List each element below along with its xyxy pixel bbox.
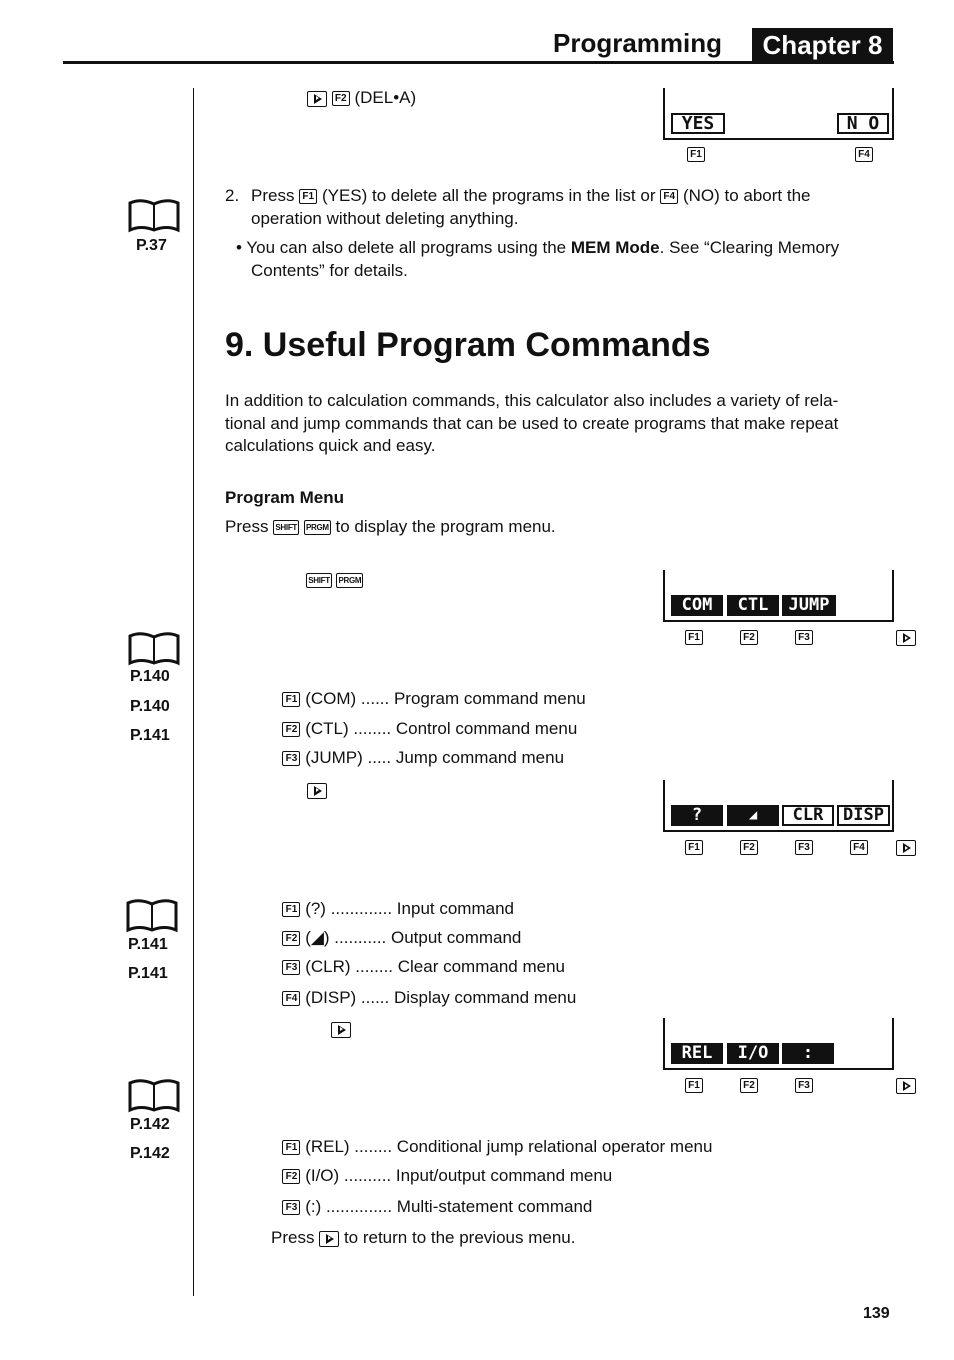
book-icon bbox=[127, 1079, 181, 1113]
prgm-key-icon: PRGM bbox=[336, 573, 363, 588]
menu3-item-text: (:) .............. Multi-statement command bbox=[305, 1197, 593, 1216]
bullet-text-a: You can also delete all programs using the bbox=[246, 238, 571, 257]
f2-key-icon: F2 bbox=[740, 1078, 758, 1093]
lcd-screen-program-menu bbox=[663, 570, 894, 622]
intro-line-1: In addition to calculation commands, this calculator also includes a variety of rela- bbox=[225, 391, 839, 410]
f3-key-icon: F3 bbox=[795, 630, 813, 645]
menu2-item bbox=[273, 965, 576, 1009]
margin-rule bbox=[193, 88, 194, 1296]
f1-key-icon: F1 bbox=[687, 147, 705, 162]
com-softkey-label: COM bbox=[671, 595, 723, 616]
right-arrow-key-icon bbox=[896, 840, 916, 856]
right-arrow-key-icon bbox=[307, 783, 327, 799]
bullet-mem-mode bbox=[236, 236, 839, 259]
page-ref-link[interactable]: P.140 bbox=[130, 698, 170, 715]
f1-key-icon: F1 bbox=[282, 902, 300, 917]
lcd-screen-more-menu bbox=[663, 1018, 894, 1070]
right-arrow-key-icon bbox=[896, 630, 916, 646]
f2-key-icon: F2 bbox=[282, 722, 300, 737]
menu2-item-text: (DISP) ...... Display command menu bbox=[305, 988, 577, 1007]
right-arrow-key-icon bbox=[307, 91, 327, 107]
right-arrow-key-icon bbox=[331, 1022, 351, 1038]
menu1-item-text: (JUMP) ..... Jump command menu bbox=[305, 748, 565, 767]
shift-key-icon: SHIFT bbox=[273, 520, 299, 535]
f1-key-icon: F1 bbox=[282, 1140, 300, 1155]
f3-key-icon: F3 bbox=[282, 1200, 300, 1215]
f3-key-icon: F3 bbox=[282, 751, 300, 766]
menu2-item-text: (?) ............. Input command bbox=[305, 899, 514, 918]
return-rest: to return to the previous menu. bbox=[343, 1228, 576, 1247]
f4-key-icon: F4 bbox=[282, 991, 300, 1006]
multistatement-softkey-label: : bbox=[782, 1043, 834, 1064]
press-label: Press bbox=[225, 517, 269, 536]
f2-key-icon: F2 bbox=[740, 840, 758, 855]
page-ref-link[interactable]: P.37 bbox=[136, 237, 167, 254]
step-2-yes-text: (YES) to delete all the programs in the list or bbox=[321, 186, 656, 205]
f4-key-icon: F4 bbox=[855, 147, 873, 162]
right-arrow-key-icon bbox=[896, 1078, 916, 1094]
menu2-item-text: (CLR) ........ Clear command menu bbox=[305, 957, 565, 976]
f3-key-icon: F3 bbox=[282, 960, 300, 975]
step-2-press: Press bbox=[251, 186, 295, 205]
output-softkey-label: ◢ bbox=[727, 805, 779, 826]
clr-softkey-label: CLR bbox=[782, 805, 834, 826]
f2-key-icon: F2 bbox=[282, 931, 300, 946]
page-ref-link[interactable]: P.141 bbox=[130, 727, 170, 744]
page-ref-link[interactable]: P.140 bbox=[130, 668, 170, 685]
f3-key-icon: F3 bbox=[795, 1078, 813, 1093]
f1-key-icon: F1 bbox=[685, 840, 703, 855]
program-menu-instruction bbox=[225, 515, 556, 538]
step-2-line-2: operation without deleting anything. bbox=[251, 209, 519, 228]
input-softkey-label: ? bbox=[671, 805, 723, 826]
no-softkey-label: N O bbox=[837, 113, 889, 134]
intro-line-2: tional and jump commands that can be used to create programs that make repeat bbox=[225, 414, 839, 433]
right-arrow-key-icon bbox=[319, 1231, 339, 1247]
bullet-icon: • bbox=[236, 238, 242, 257]
lcd-screen-command-menu bbox=[663, 780, 894, 832]
menu3-item bbox=[273, 1174, 592, 1218]
book-icon bbox=[127, 199, 181, 233]
instruction-rest: to display the program menu. bbox=[335, 517, 556, 536]
f3-key-icon: F3 bbox=[795, 840, 813, 855]
f2-key-icon: F2 bbox=[740, 630, 758, 645]
menu2-item-text: (◢) ........... Output command bbox=[305, 928, 522, 947]
step-2-no-text: (NO) to abort the bbox=[682, 186, 811, 205]
menu3-item-text: (REL) ........ Conditional jump relational operator menu bbox=[305, 1137, 713, 1156]
disp-softkey-label: DISP bbox=[837, 805, 890, 826]
page-ref-link[interactable]: P.142 bbox=[130, 1145, 170, 1162]
menu1-item-text: (COM) ...... Program command menu bbox=[305, 689, 586, 708]
page-number: 139 bbox=[863, 1305, 890, 1322]
step-2-line-1 bbox=[251, 184, 894, 207]
page-ref-link[interactable]: P.141 bbox=[128, 936, 168, 953]
lcd-screen-confirm bbox=[663, 88, 894, 140]
f1-key-icon: F1 bbox=[299, 189, 317, 204]
f1-key-icon: F1 bbox=[685, 1078, 703, 1093]
menu3-item-text: (I/O) .......... Input/output command menu bbox=[305, 1166, 613, 1185]
press-label: Press bbox=[271, 1228, 315, 1247]
f1-key-icon: F1 bbox=[282, 692, 300, 707]
ctl-softkey-label: CTL bbox=[727, 595, 779, 616]
book-icon bbox=[125, 899, 179, 933]
del-all-label: (DEL•A) bbox=[354, 88, 417, 107]
yes-softkey-label: YES bbox=[671, 113, 725, 134]
f4-key-icon: F4 bbox=[660, 189, 678, 204]
io-softkey-label: I/O bbox=[727, 1043, 779, 1064]
f4-key-icon: F4 bbox=[850, 840, 868, 855]
rel-softkey-label: REL bbox=[671, 1043, 723, 1064]
chapter-label: Chapter 8 bbox=[752, 28, 893, 62]
header-rule bbox=[63, 61, 894, 64]
f2-key-icon: F2 bbox=[332, 91, 350, 106]
page-ref-link[interactable]: P.142 bbox=[130, 1116, 170, 1133]
program-menu-heading: Program Menu bbox=[225, 488, 345, 507]
book-icon bbox=[127, 632, 181, 666]
shift-prgm-keystroke bbox=[306, 572, 363, 590]
jump-softkey-label: JUMP bbox=[782, 595, 836, 616]
bullet-text-b: . See “Clearing Memory bbox=[659, 238, 840, 257]
section-heading: 9. Useful Program Commands bbox=[225, 326, 711, 364]
step-2-number: 2. bbox=[225, 186, 240, 205]
f2-key-icon: F2 bbox=[282, 1169, 300, 1184]
mem-mode-term: MEM Mode bbox=[570, 238, 660, 257]
return-instruction bbox=[271, 1226, 575, 1249]
f1-key-icon: F1 bbox=[685, 630, 703, 645]
section-title: Programming bbox=[553, 28, 723, 58]
menu1-item-text: (CTL) ........ Control command menu bbox=[305, 719, 578, 738]
shift-key-icon: SHIFT bbox=[306, 573, 332, 588]
prgm-key-icon: PRGM bbox=[304, 520, 331, 535]
delete-all-keystroke bbox=[307, 86, 416, 109]
menu1-item bbox=[273, 725, 564, 769]
page-ref-link[interactable]: P.141 bbox=[128, 965, 168, 982]
intro-line-3: calculations quick and easy. bbox=[225, 436, 436, 455]
bullet-line-2: Contents” for details. bbox=[251, 261, 408, 280]
